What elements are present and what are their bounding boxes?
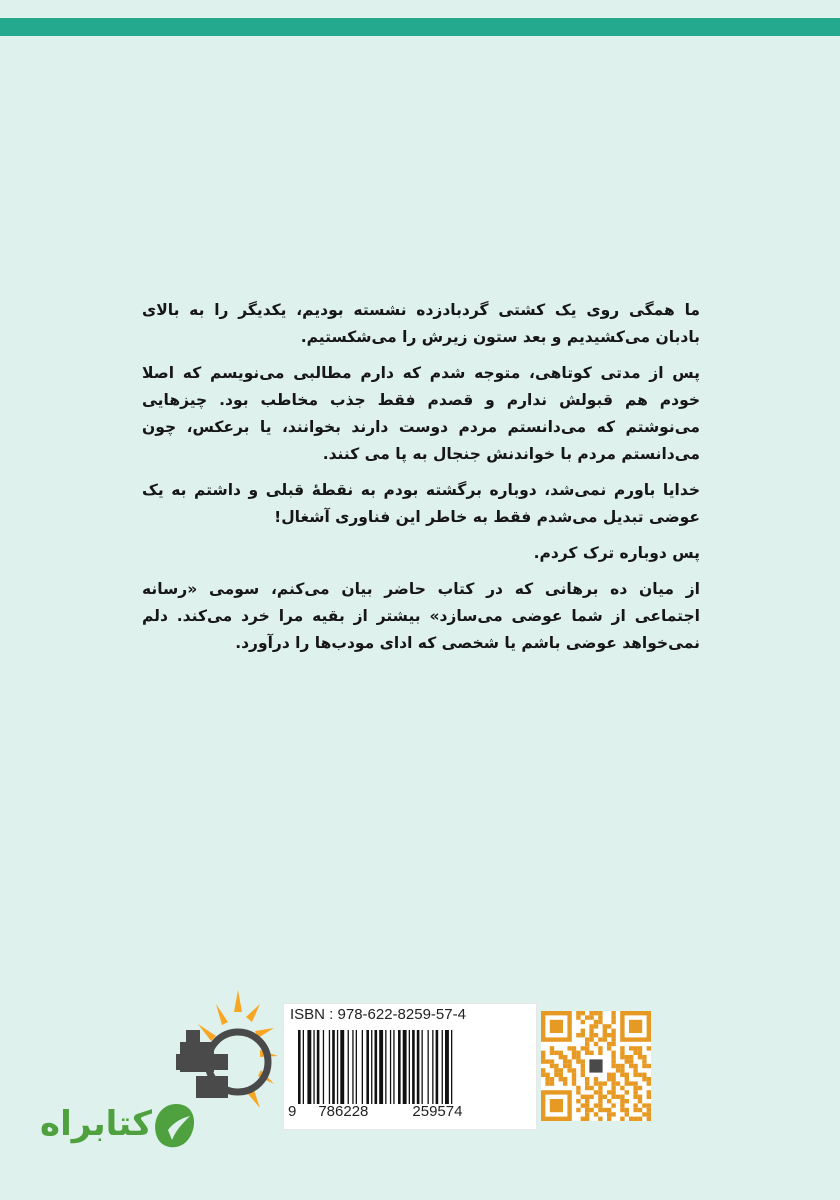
barcode-digit-group: 259574 (412, 1103, 463, 1120)
blurb-paragraph: پس دوباره ترک کردم. (533, 544, 700, 562)
publisher-name: کتابراه (40, 1104, 153, 1144)
barcode-digits (288, 1103, 532, 1120)
isbn-barcode-box (283, 1003, 537, 1130)
blurb-paragraph: از میان ده برهانی که در کتاب حاضر بیان می‌کنم، سومی «رسانه اجتماعی از شما عوضی می‌سازد» بیشتر از بقیه مرا خرد می‌کند. دلم نمی‌خواهد عوضی باشم یا شخصی که ادای مودب‌ها را درآورد. (142, 580, 700, 652)
barcode-image (294, 1030, 516, 1110)
barcode-digit-group: 786228 (318, 1103, 369, 1120)
blurb-paragraph: خدایا باورم نمی‌شد، دوباره برگشته بودم به نقطهٔ قبلی و داشتم به یک عوضی تبدیل می‌شدم فقط به خاطر این فناوری آشغال! (142, 481, 700, 526)
blurb-paragraph: پس از مدتی کوتاهی، متوجه شدم که دارم مطالبی می‌نویسم که اصلا خودم هم قبولش ندارم و قصدم فقط جذب مخاطب بود. چیزهایی می‌نوشتم که می‌دانستم مردم دوست دارند بخوانند، یا برعکس، چون می‌دانستم مردم با خواندنش جنجال به پا می کنند. (142, 364, 700, 463)
back-cover-blurb (142, 297, 700, 666)
qr-code-image (541, 1011, 651, 1121)
barcode-digit-group: 9 (288, 1103, 297, 1120)
blurb-paragraph: ما همگی روی یک کشتی گردبادزده نشسته بودیم، یکدیگر را به بالای بادبان می‌کشیدیم و بعد ستون زیرش را می‌شکستیم. (142, 301, 700, 346)
top-accent-bar (0, 18, 840, 36)
isbn-label: ISBN : 978-622-8259-57-4 (290, 1006, 466, 1023)
